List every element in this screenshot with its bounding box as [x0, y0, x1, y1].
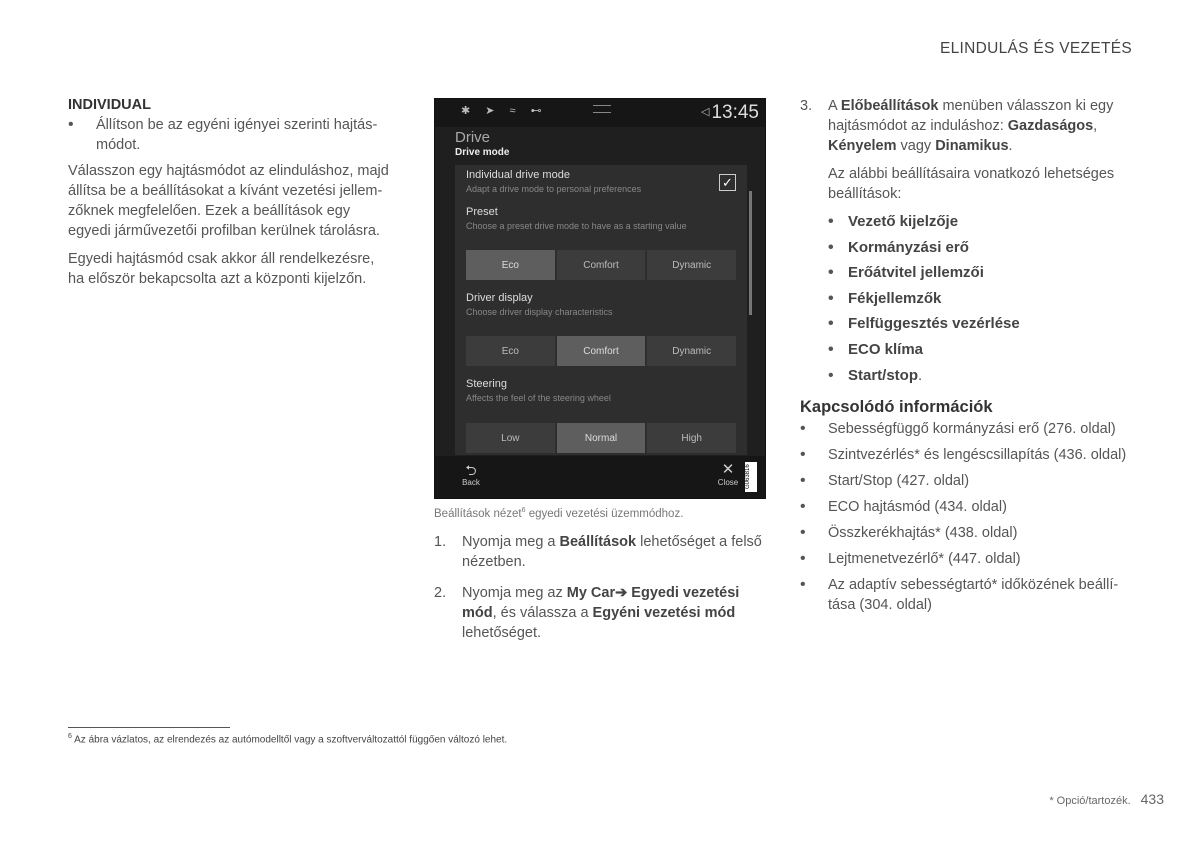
settings-item: Start/stop	[848, 366, 919, 384]
caption-footnote-ref: 6	[521, 507, 526, 514]
step-text: menüben válasszon ki egy hajtásmódot az induláshoz:	[828, 98, 1114, 134]
back-label: Back	[462, 478, 480, 487]
steering-selector	[466, 423, 736, 453]
preset-selector	[466, 250, 736, 280]
step-bold-term: Gazdaságos	[1007, 118, 1094, 134]
driver-display-option-comfort[interactable]: Comfort	[557, 336, 646, 366]
left-column	[68, 97, 394, 289]
step-bold-term: Előbeállítások	[840, 98, 939, 114]
step-text: lehetőséget.	[462, 625, 542, 641]
step-text: A	[828, 98, 841, 114]
step-bold-term: Beállítások	[559, 534, 637, 550]
preset-option-comfort[interactable]: Comfort	[557, 250, 646, 280]
related-link[interactable]: • Összkerékhajtás* (438. oldal)	[800, 523, 1132, 543]
preset-desc: Choose a preset drive mode to have as a starting value	[466, 221, 687, 231]
status-bar	[435, 99, 765, 127]
back-icon: ⮌	[465, 462, 477, 478]
settings-screen-image	[434, 98, 766, 499]
related-heading: Kapcsolódó információk	[800, 397, 993, 416]
step-bold-term: Egyedi vezetési mód	[462, 585, 740, 621]
driver-display-selector	[466, 336, 736, 366]
step-text: lehetőséget a felső nézetben.	[462, 534, 762, 570]
drive-mode-panel	[455, 165, 747, 455]
back-button[interactable]	[455, 462, 487, 494]
steering-option-high[interactable]: High	[647, 423, 736, 453]
driver-display-title: Driver display	[466, 292, 533, 304]
caption-text: Beállítások nézet	[434, 507, 522, 520]
steering-option-low[interactable]: Low	[466, 423, 555, 453]
page-footer	[1049, 791, 1164, 807]
related-link[interactable]: • Az adaptív sebességtartó* időközének beállí- tása (304. oldal)	[800, 575, 1132, 615]
steering-option-normal[interactable]: Normal	[557, 423, 646, 453]
driver-display-desc: Choose driver display characteristics	[466, 307, 613, 317]
settings-item: • Erőátvitel jellemzői	[828, 263, 1132, 283]
footnote-number: 6	[68, 733, 72, 740]
footnote-text: Az ábra vázlatos, az elrendezés az autómodelltől vagy a szoftverváltozattól függően változó lehet.	[71, 734, 508, 746]
step-2	[434, 583, 764, 643]
related-link[interactable]: • Start/Stop (427. oldal)	[800, 471, 1132, 491]
step-bold-term: Egyéni vezetési mód	[592, 605, 736, 621]
arrow-icon: ➔	[615, 585, 628, 601]
step-bold-term: My Car	[566, 585, 616, 601]
close-icon: ✕	[721, 461, 735, 478]
section-heading: INDIVIDUAL	[68, 97, 151, 113]
clock: 13:45	[711, 102, 759, 123]
individual-mode-desc: Adapt a drive mode to personal preferences	[466, 184, 642, 194]
individual-mode-title: Individual drive mode	[466, 169, 570, 181]
preset-option-eco[interactable]: Eco	[466, 250, 555, 280]
individual-mode-checkbox[interactable]: ✓	[719, 174, 736, 191]
step-text: Nyomja meg az	[462, 585, 567, 601]
running-header: ELINDULÁS ÉS VEZETÉS	[939, 40, 1132, 57]
driver-display-option-eco[interactable]: Eco	[466, 336, 555, 366]
status-icons: ✱ ➤ ≈ ⊷	[461, 105, 548, 117]
caption-text-end: egyedi vezetési üzemmódhoz.	[525, 507, 684, 520]
step-1	[434, 532, 764, 572]
settings-item-suffix: .	[918, 366, 923, 384]
right-column	[800, 96, 1132, 615]
step-number: 1.	[434, 534, 447, 550]
screen-subtitle: Drive mode	[455, 147, 510, 158]
settings-list	[800, 212, 1132, 386]
related-link[interactable]: • Szintvezérlés* és lengéscsillapítás (436. oldal)	[800, 445, 1132, 465]
settings-item: • ECO klíma	[828, 340, 1132, 360]
settings-item: • Fékjellemzők	[828, 289, 1132, 309]
close-label: Close	[717, 478, 739, 487]
steps-list	[434, 532, 764, 643]
left-bullet: • Állítson be az egyéni igényei szerinti hajtás- módot.	[68, 115, 394, 155]
left-paragraph-2: Egyedi hajtásmód csak akkor áll rendelkezésre, ha először bekapcsolta azt a központi kijelzőn.	[68, 251, 375, 287]
settings-item: • Felfüggesztés vezérlése	[828, 314, 1132, 334]
left-paragraph-1: Válasszon egy hajtásmódot az elinduláshoz, majd állítsa be a beállításokat a kívánt vezetési jellem- zőknek megfelelően. Ezek a beállítások egy egyedi járművezetői profilban kerülnek tárolásra.	[68, 163, 389, 239]
close-button[interactable]	[713, 462, 743, 487]
footnote	[68, 733, 507, 745]
steering-title: Steering	[466, 378, 507, 390]
step-text: vagy	[896, 138, 936, 154]
screen-title: Drive	[455, 129, 491, 146]
related-link[interactable]: • ECO hajtásmód (434. oldal)	[800, 497, 1132, 517]
preset-option-dynamic[interactable]: Dynamic	[647, 250, 736, 280]
bottom-bar	[435, 456, 765, 498]
scrollbar[interactable]	[749, 191, 752, 315]
step-bold-term: Kényelem	[828, 138, 897, 154]
step-text: ,	[1093, 118, 1098, 134]
volume-icon: ◁	[701, 106, 710, 118]
driver-display-option-dynamic[interactable]: Dynamic	[647, 336, 736, 366]
step-3	[800, 96, 1132, 156]
preset-title: Preset	[466, 206, 498, 218]
related-list	[800, 419, 1132, 615]
page-number: 433	[1140, 791, 1164, 807]
step-text: Nyomja meg a	[462, 534, 560, 550]
option-note: * Opció/tartozék.	[1049, 795, 1131, 807]
settings-item: • Vezető kijelzője	[828, 212, 1132, 232]
step-bold-term: Dinamikus	[935, 138, 1009, 154]
settings-item: • Kormányzási erő	[828, 238, 1132, 258]
settings-intro: Az alábbi beállításaira vonatkozó lehetséges beállítások:	[828, 166, 1115, 202]
related-link[interactable]: • Sebességfüggő kormányzási erő (276. oldal)	[800, 419, 1132, 439]
step-text: .	[1008, 138, 1013, 154]
related-link[interactable]: • Lejtmenetvezérlő* (447. oldal)	[800, 549, 1132, 569]
image-code: G063816	[745, 462, 757, 492]
pull-down-handle-icon	[593, 105, 611, 113]
settings-item-last	[828, 366, 1132, 386]
step-number: 3.	[800, 98, 813, 114]
steering-desc: Affects the feel of the steering wheel	[466, 393, 611, 403]
step-number: 2.	[434, 585, 447, 601]
footnote-divider	[68, 727, 230, 728]
step-text: , és válassza a	[492, 605, 593, 621]
figure-caption	[434, 507, 683, 520]
